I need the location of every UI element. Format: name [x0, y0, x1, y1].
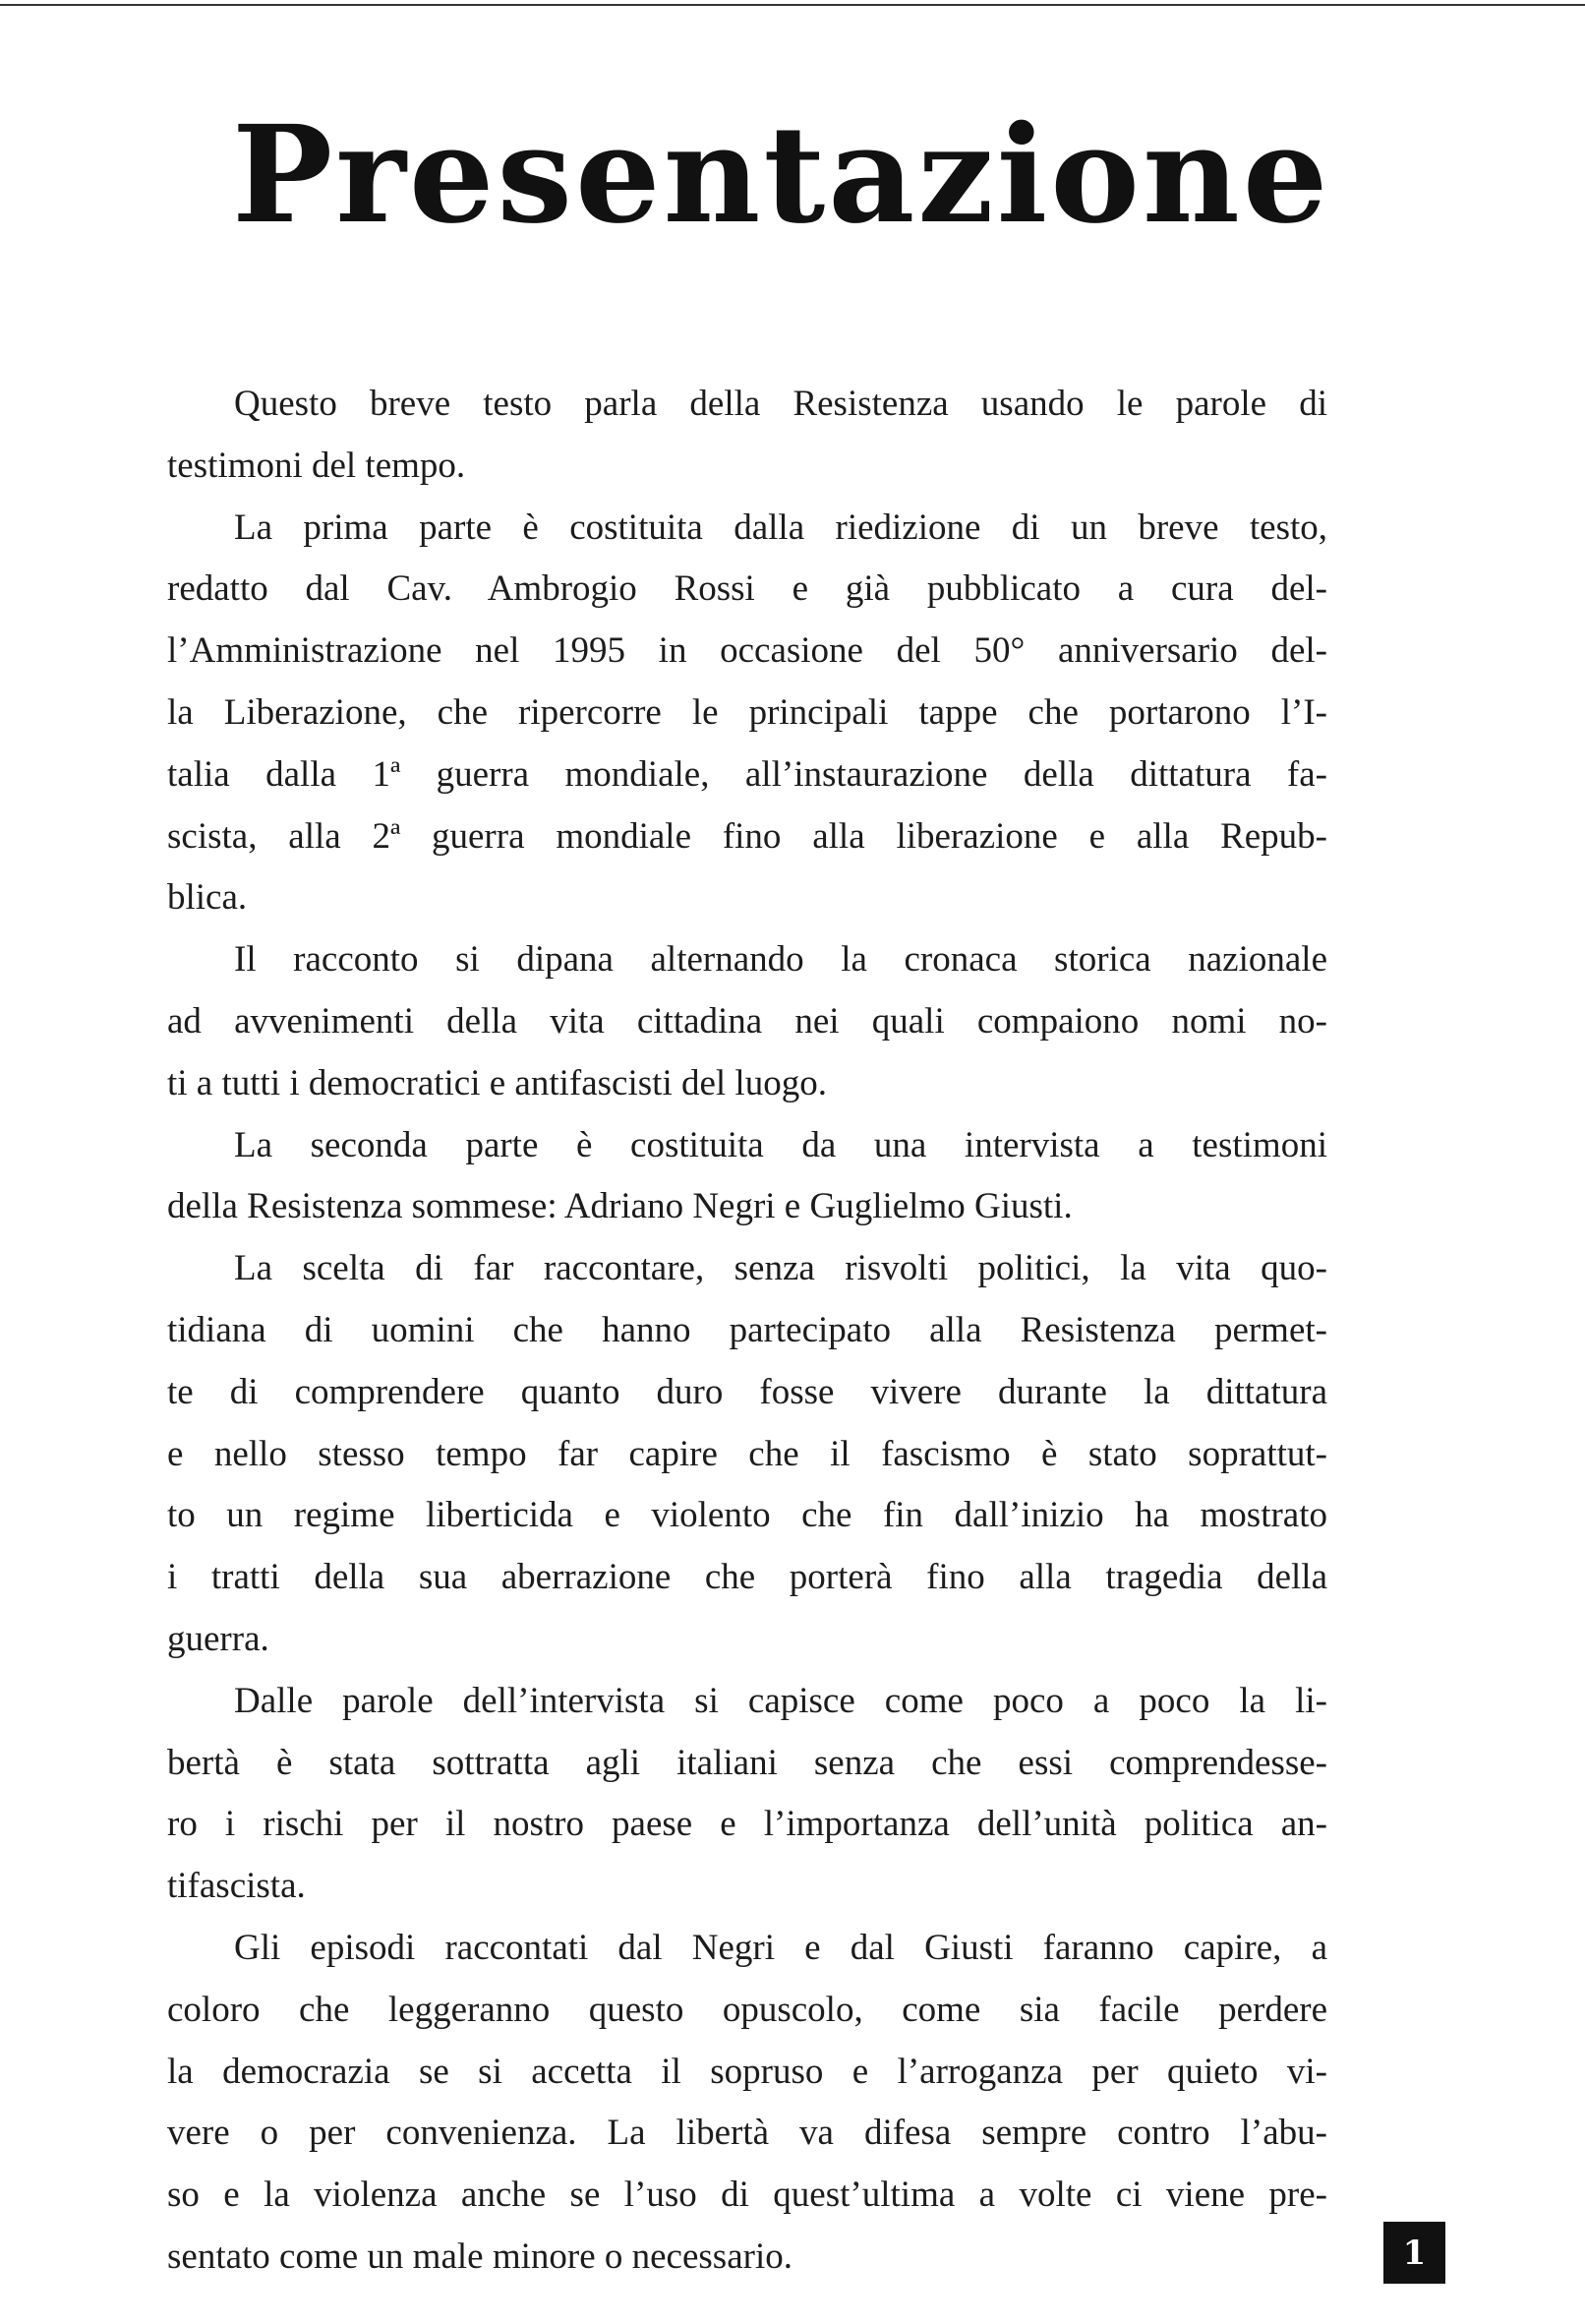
text-line: bertà è stata sottratta agli italiani senza che essi comprendesse-	[167, 1742, 1327, 1783]
paragraph	[167, 1918, 1327, 2289]
page-title: Presentazione	[232, 96, 1331, 254]
text-line: Questo breve testo parla della Resistenza usando le parole di	[234, 384, 1327, 424]
text-line: e nello stesso tempo far capire che il fascismo è stato soprattut-	[167, 1433, 1327, 1474]
text-line: coloro che leggeranno questo opuscolo, come sia facile perdere	[167, 1989, 1327, 2030]
body-text	[167, 374, 1327, 2289]
text-line: ti a tutti i democratici e antifascisti del luogo.	[167, 1062, 827, 1103]
text-line: La seconda parte è costituita da una intervista a testimoni	[234, 1124, 1327, 1165]
paragraph	[167, 1115, 1327, 1239]
text-line: talia dalla 1ª guerra mondiale, all’instaurazione della dittatura fa-	[167, 753, 1327, 795]
paragraph	[167, 498, 1327, 930]
text-line: scista, alla 2ª guerra mondiale fino alla liberazione e alla Repub-	[167, 815, 1327, 857]
text-line: della Resistenza sommese: Adriano Negri e Guglielmo Giusti.	[167, 1186, 1073, 1227]
text-line: Dalle parole dell’intervista si capisce come poco a poco la li-	[234, 1680, 1327, 1721]
text-line: la Liberazione, che ripercorre le principali tappe che portarono l’I-	[167, 691, 1327, 733]
paragraph	[167, 1238, 1327, 1671]
paragraph	[167, 1671, 1327, 1918]
text-line: i tratti della sua aberrazione che porterà fino alla tragedia della	[167, 1557, 1327, 1598]
text-line: Il racconto si dipana alternando la cronaca storica nazionale	[234, 939, 1327, 981]
text-line: la democrazia se si accetta il sopruso e l’arroganza per quieto vi-	[167, 2051, 1327, 2092]
text-line: guerra.	[167, 1618, 269, 1659]
text-line: La scelta di far raccontare, senza risvolti politici, la vita quo-	[234, 1248, 1327, 1289]
paragraph	[167, 929, 1327, 1114]
top-rule	[0, 4, 1585, 6]
text-line: tifascista.	[167, 1866, 306, 1907]
page-number: 1	[1383, 2222, 1445, 2284]
text-line: l’Amministrazione nel 1995 in occasione del 50° anniversario del-	[167, 630, 1327, 672]
text-line: ro i rischi per il nostro paese e l’importanza dell’unità politica an-	[167, 1804, 1327, 1845]
text-line: testimoni del tempo.	[167, 445, 466, 486]
text-line: vere o per convenienza. La libertà va difesa sempre contro l’abu-	[167, 2113, 1327, 2154]
text-line: redatto dal Cav. Ambrogio Rossi e già pubblicato a cura del-	[167, 568, 1327, 610]
text-line: ad avvenimenti della vita cittadina nei quali compaiono nomi no-	[167, 1000, 1327, 1042]
paragraph	[167, 374, 1327, 498]
text-line: so e la violenza anche se l’uso di quest’ultima a volte ci viene pre-	[167, 2175, 1327, 2216]
text-line: te di comprendere quanto duro fosse vivere durante la dittatura	[167, 1371, 1327, 1412]
text-line: tidiana di uomini che hanno partecipato alla Resistenza permet-	[167, 1309, 1327, 1350]
text-line: to un regime liberticida e violento che fin dall’inizio ha mostrato	[167, 1495, 1327, 1536]
text-line: Gli episodi raccontati dal Negri e dal Giusti faranno capire, a	[234, 1927, 1327, 1968]
text-line: La prima parte è costituita dalla riedizione di un breve testo,	[234, 507, 1327, 548]
text-line: sentato come un male minore o necessario.	[167, 2235, 792, 2277]
text-line: blica.	[167, 877, 248, 919]
